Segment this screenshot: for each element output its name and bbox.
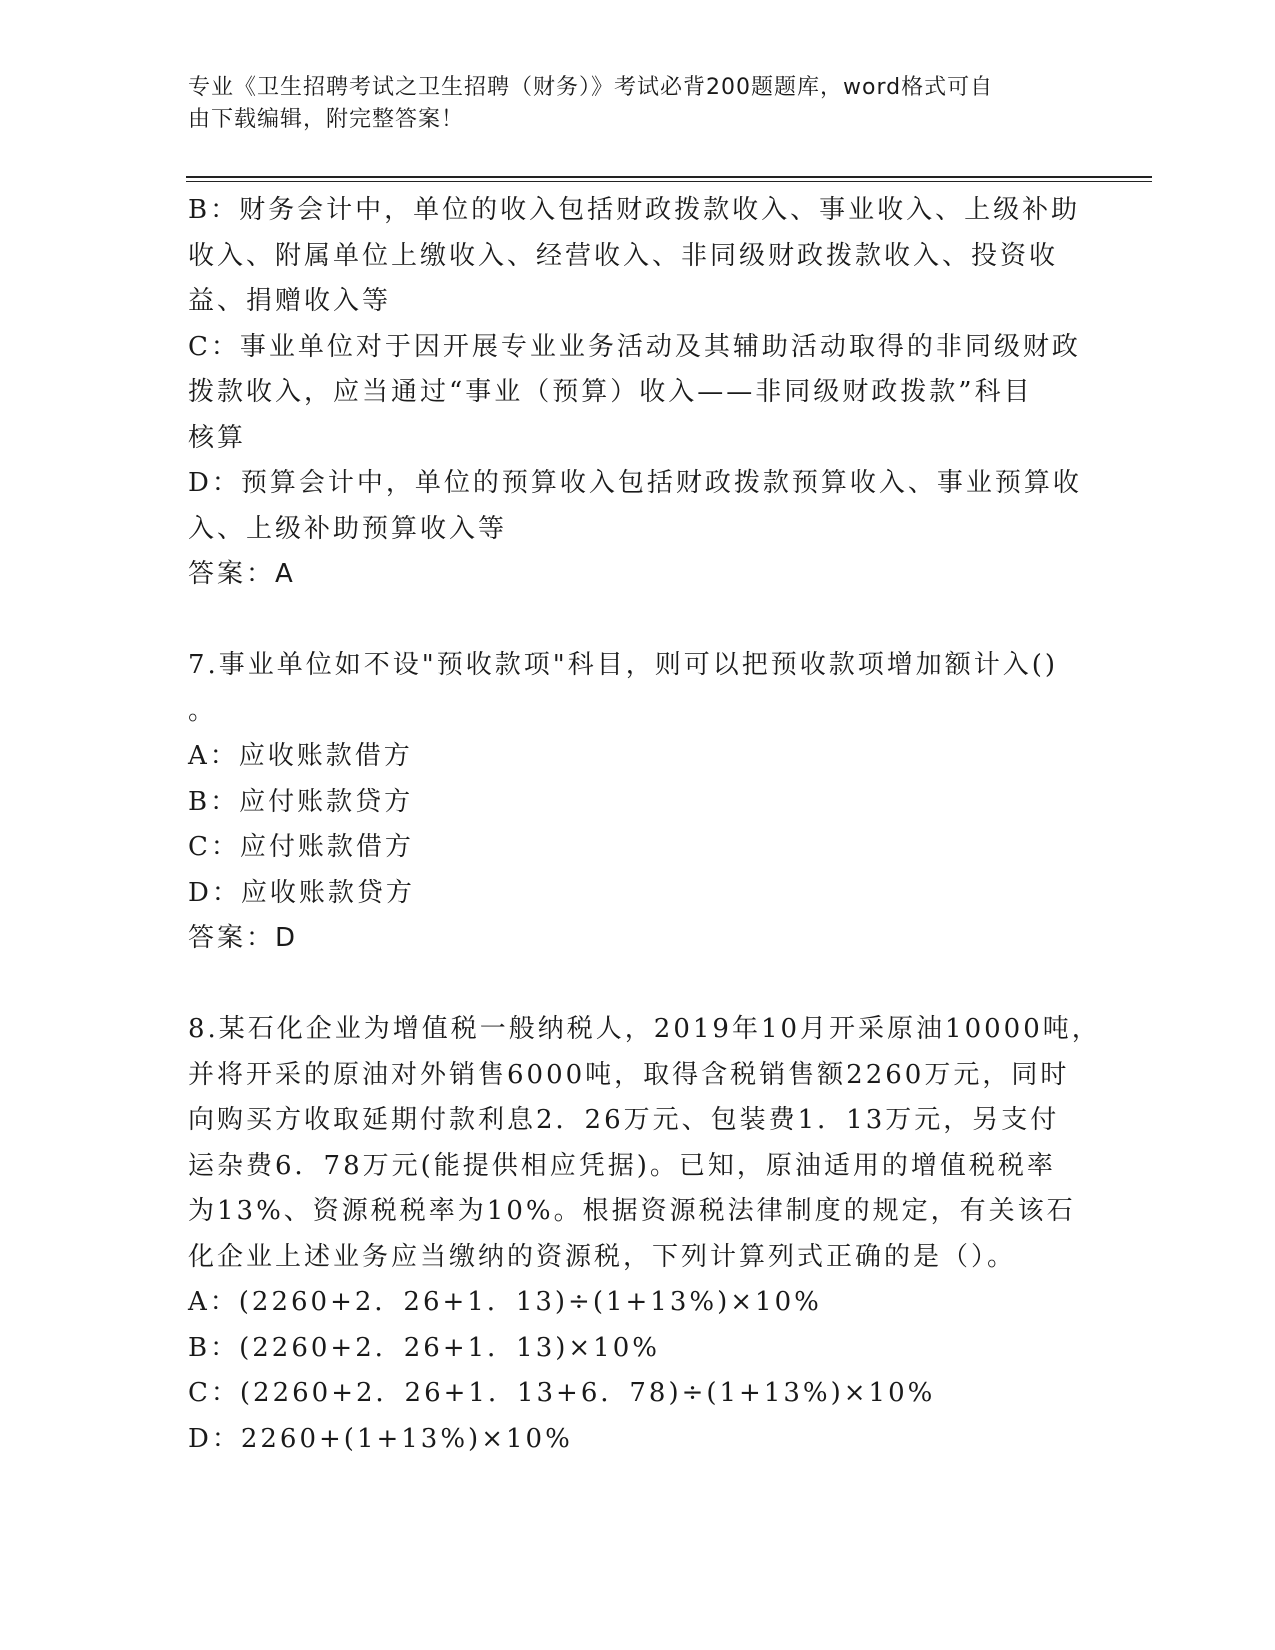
- option-text-line: B：财务会计中，单位的收入包括财政拨款收入、事业收入、上级补助: [188, 195, 1081, 225]
- option-text-line: 拨款收入，应当通过“事业（预算）收入——非同级财政拨款”科目: [188, 377, 1033, 407]
- header-title-line-2: 由下载编辑，附完整答案！: [188, 107, 465, 132]
- option-b: [188, 188, 1081, 325]
- question-8: [188, 1007, 1101, 1462]
- question-stem-line: 化企业上述业务应当缴纳的资源税，下列计算列式正确的是（）。: [188, 1241, 1017, 1272]
- page-header: [188, 72, 1078, 136]
- option-b: B：应付账款贷方: [188, 786, 414, 817]
- question-stem-line: 7.事业单位如不设"预收款项"科目，则可以把预收款项增加额计入(): [188, 650, 1059, 680]
- header-rule-thick: [186, 176, 1152, 178]
- header-title-line-1: 专业《卫生招聘考试之卫生招聘（财务）》考试必背200题题库，word格式可自: [188, 75, 994, 100]
- spacer: [188, 962, 1068, 1008]
- question-6-options: [188, 188, 1082, 598]
- option-text-line: 收入、附属单位上缴收入、经营收入、非同级财政拨款收入、投资收: [188, 240, 1059, 271]
- question-7: [188, 643, 1068, 962]
- option-c: C：(2260+2．26+1．13+6．78)÷(1+13%)×10%: [188, 1378, 936, 1408]
- question-stem-line: 运杂费6．78万元(能提供相应凭据)。已知，原油适用的增值税税率: [188, 1150, 1056, 1181]
- spacer: [188, 598, 1068, 644]
- question-stem-line: 并将开采的原油对外销售6000吨，取得含税销售额2260万元，同时: [188, 1059, 1070, 1090]
- answer-line: 答案：D: [188, 923, 299, 953]
- option-c: [188, 325, 1081, 462]
- option-text-line: 核算: [188, 422, 247, 453]
- option-d: [188, 461, 1082, 552]
- option-c: C：应付账款借方: [188, 832, 414, 862]
- option-b: B：(2260+2．26+1．13)×10%: [188, 1332, 660, 1363]
- option-text-line: D：预算会计中，单位的预算收入包括财政拨款预算收入、事业预算收: [188, 468, 1082, 498]
- option-a: A：应收账款借方: [188, 741, 413, 771]
- option-d: D：应收账款贷方: [188, 877, 415, 908]
- option-d: D：2260+(1+13%)×10%: [188, 1423, 573, 1454]
- option-text-line: 益、捐赠收入等: [188, 286, 392, 316]
- option-text-line: 入、上级补助预算收入等: [188, 513, 508, 544]
- question-stem-line: 8.某石化企业为增值税一般纳税人，2019年10月开采原油10000吨，: [188, 1014, 1101, 1044]
- header-rule-thin: [186, 181, 1152, 182]
- option-a: A：(2260+2．26+1．13)÷(1+13%)×10%: [188, 1287, 822, 1317]
- answer-line: 答案：A: [188, 559, 296, 589]
- question-stem-line: 为13%、资源税税率为10%。根据资源税法律制度的规定，有关该石: [188, 1196, 1076, 1226]
- question-stem-line: 向购买方收取延期付款利息2．26万元、包装费1．13万元，另支付: [188, 1105, 1060, 1135]
- option-text-line: C：事业单位对于因开展专业业务活动及其辅助活动取得的非同级财政: [188, 331, 1081, 362]
- question-stem-line: 。: [188, 695, 218, 726]
- document-body: [188, 188, 1101, 1462]
